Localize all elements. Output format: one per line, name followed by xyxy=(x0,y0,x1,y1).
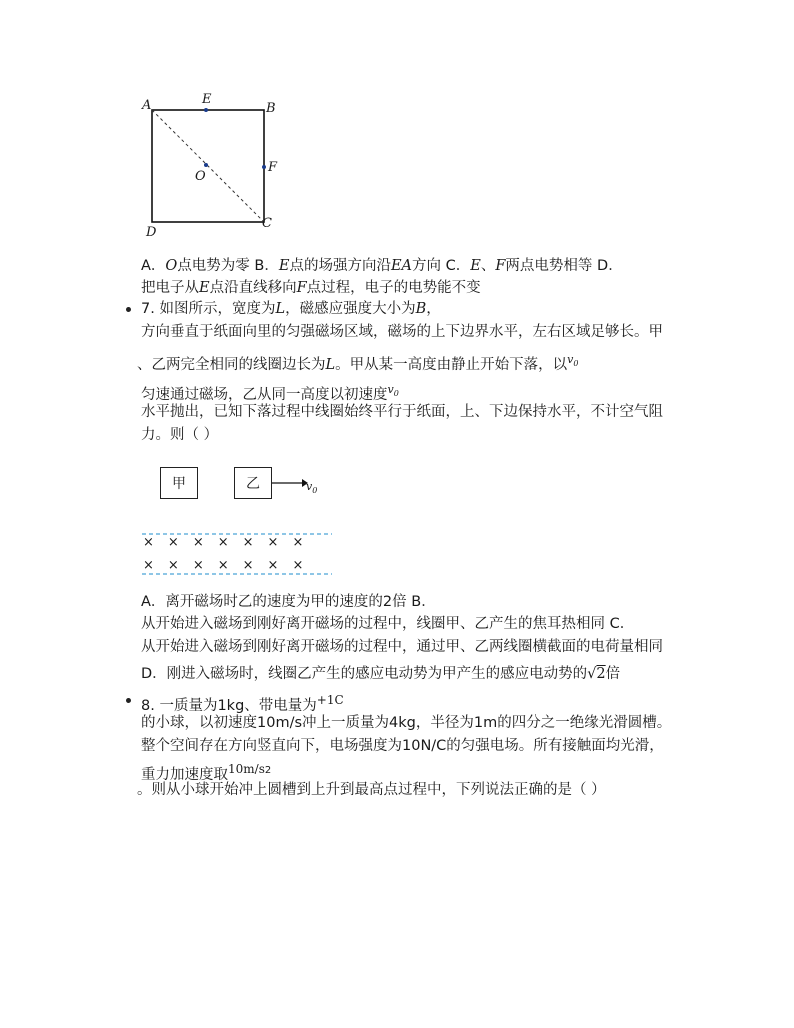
q8-line1: 8. 一质量为1kg、带电量为$^{+1C}$ xyxy=(141,693,344,714)
q7-line3: 、乙两完全相同的线圈边长为L。甲从某一高度由静止开始下落，以$^{v_0}$ xyxy=(137,353,579,373)
q7-option-b: 从开始进入磁场到刚好离开磁场的过程中，线圈甲、乙产生的焦耳热相同 C． xyxy=(141,616,635,632)
q8-line2: 的小球，以初速度10m/s冲上一质量为4kg，半径为1m的四分之一绝缘光滑圆槽。 xyxy=(141,715,672,731)
point-e xyxy=(204,108,208,112)
square-figure xyxy=(140,92,290,242)
label-c: C xyxy=(262,216,272,231)
q7-option-d: D．刚进入磁场时，线圈乙产生的感应电动势为甲产生的感应电动势的√2倍 xyxy=(141,666,621,682)
label-d: D xyxy=(146,225,157,240)
label-a: A xyxy=(142,98,152,113)
q7-option-c: 从开始进入磁场到刚好离开磁场的过程中，通过甲、乙两线圈横截面的电荷量相同 xyxy=(141,639,663,655)
diagonal-ac xyxy=(152,110,264,222)
q7-line2: 方向垂直于纸面向里的匀强磁场区域，磁场的上下边界水平，左右区域足够长。甲 xyxy=(141,324,663,340)
q7-line5: 水平抛出，已知下落过程中线圈始终平行于纸面，上、下边保持水平，不计空气阻 xyxy=(141,404,663,420)
label-e: E xyxy=(202,92,212,107)
coil-yi: 乙 xyxy=(234,467,272,499)
q6-options-line1: A．O点电势为零 B．E点的场强方向沿EA方向 C．E、F两点电势相等 D． xyxy=(141,258,623,274)
point-f xyxy=(262,165,266,169)
q7-line6: 力。则（ ） xyxy=(141,427,219,443)
q7-line1: 7. 如图所示，宽度为L，磁感应强度大小为B， xyxy=(141,301,441,317)
label-b: B xyxy=(266,101,276,116)
sqrt-symbol: √2 xyxy=(587,666,606,682)
q7-option-a: A．离开磁场时乙的速度为甲的速度的2倍 B． xyxy=(141,594,436,610)
q7-line4: 匀速通过磁场，乙从同一高度以初速度$^{v_0}$ xyxy=(141,383,399,403)
q8-line4: 重力加速度取$^{10m/s2}$ xyxy=(141,762,272,783)
point-o xyxy=(204,163,208,167)
label-o: O xyxy=(195,169,206,184)
field-crosses-row2: ××××××× xyxy=(143,558,318,573)
list-bullet xyxy=(126,698,131,703)
q8-line5: 。则从小球开始冲上圆槽到上升到最高点过程中，下列说法正确的是（ ） xyxy=(137,782,606,798)
q8-line3: 整个空间存在方向竖直向下，电场强度为10N/C的匀强电场。所有接触面均光滑， xyxy=(141,738,664,754)
field-crosses-row1: ××××××× xyxy=(143,535,318,550)
velocity-arrow xyxy=(272,476,308,490)
q6-options-line2: 把电子从E点沿直线移向F点过程，电子的电势能不变 xyxy=(141,280,481,296)
velocity-label: $v_0$ xyxy=(306,480,318,496)
coil-jia: 甲 xyxy=(160,467,198,499)
label-f: F xyxy=(268,160,278,175)
list-bullet xyxy=(126,307,131,312)
